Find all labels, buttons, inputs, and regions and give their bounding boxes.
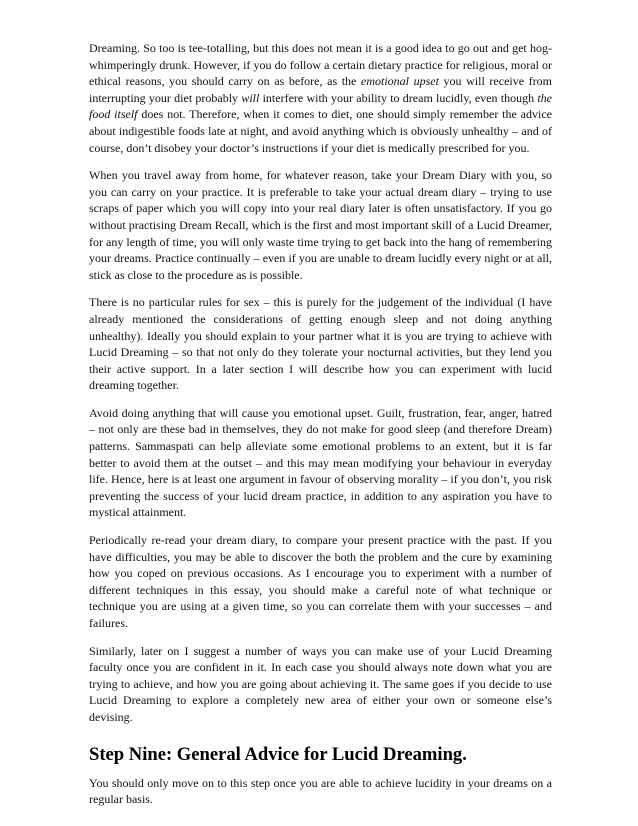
paragraph-diet: [89, 40, 552, 156]
emphasis-will: will: [241, 90, 260, 105]
paragraph-travel: When you travel away from home, for whatever reason, take your Dream Diary with you, so you can carry on your practice. It is preferable to take your actual dream diary – trying to use scraps of paper which you will copy into your real diary later is often unsatisfactory. If you go without practising Dream Recall, which is the first and most important skill of a Lucid Dreamer, for any length of time, you will only waste time trying to get back into the hang of remembering your dreams. Practice continually – even if you are unable to dream lucidly every night or at all, stick as close to the procedure as is possible.: [89, 168, 552, 282]
paragraph-diet-text-b: you will receive from interrupting your diet probably: [89, 74, 552, 105]
paragraph-emotional-upset: Avoid doing anything that will cause you emotional upset. Guilt, frustration, fear, anger, hatred – not only are these bad in themselves, they do not make for good sleep (and therefore Dream) patterns. Sammaspati can help alleviate some emotional problems to an extent, but it is far better to avoid them at the outset – and this may mean modifying your behaviour in everyday life. Hence, here is at least one argument in favour of observing morality – if you don’t, you risk preventing the success of your lucid dream practice, in addition to any aspiration you have to mystical attainment.: [89, 405, 552, 520]
paragraph-diet-text-a: Dreaming. So too is tee-totalling, but this does not mean it is a good idea to go out and get hog-whimperingly drunk. However, if you do follow a certain dietary practice for religious, moral or ethical reasons, you should carry on as before, as the: [89, 41, 552, 89]
paragraph-diet-text-c: interfere with your ability to dream lucidly, even though: [259, 90, 538, 105]
section-heading: Step Nine: General Advice for Lucid Dreaming.: [89, 743, 467, 765]
paragraph-sex: There is no particular rules for sex – this is purely for the judgement of the individual (I have already mentioned the considerations of getting enough sleep and not doing anything unhealthy). Ideally you should explain to your partner what it is you are trying to achieve with Lucid Dreaming – so that not only do they tolerate your nocturnal activities, but they lend you their active support. In a later section I will describe how you can experiment with lucid dreaming together.: [89, 295, 552, 393]
paragraph-step-nine: You should only move on to this step once you are able to achieve lucidity in your dreams on a regular basis.: [89, 775, 552, 807]
document-page: [89, 40, 552, 819]
paragraph-use-faculty: Similarly, later on I suggest a number of ways you can make use of your Lucid Dreaming faculty once you are confident in it. In each case you should always note down what you are trying to achieve, and how you are going about achieving it. The same goes if you decide to use Lucid Dreaming to explore a completely new area of either your own or someone else’s devising.: [89, 643, 552, 724]
emphasis-the-food-itself: the food itself: [89, 90, 552, 122]
emphasis-emotional-upset: emotional upset: [361, 74, 439, 89]
paragraph-reread-diary: Periodically re-read your dream diary, to compare your present practice with the past. If you have difficulties, you may be able to discover the both the problem and the cure by examining how you coped on previous occasions. As I encourage you to experiment with a number of different techniques in this essay, you should make a careful note of what technique or technique you are using at a given time, so you can correlate them with your successes – and failures.: [89, 533, 552, 630]
paragraph-diet-text-d: does not. Therefore, when it comes to diet, one should simply remember the advice about indigestible foods late at night, and avoid anything which is obviously unhealthy – and of course, don’t disobey your doctor’s instructions if your diet is medically prescribed for you.: [89, 107, 552, 155]
